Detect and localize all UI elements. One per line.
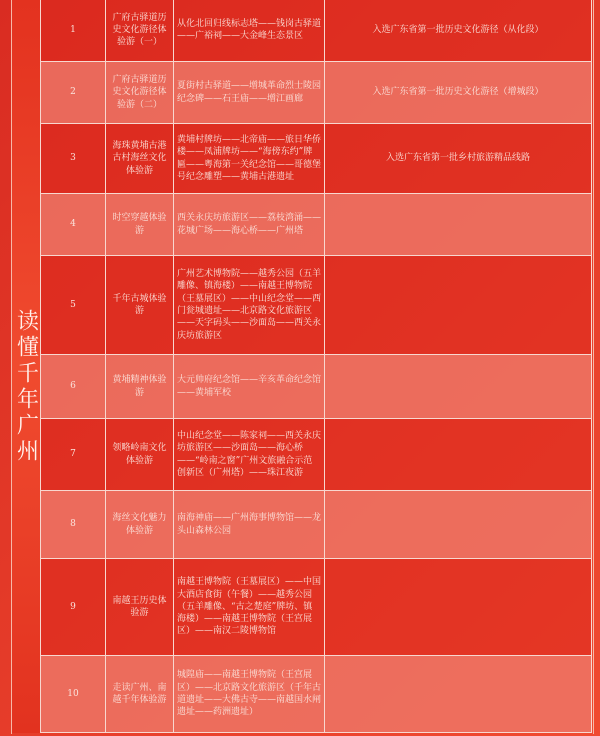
cell-name: 千年古城体验游	[106, 256, 174, 355]
cell-num: 1	[41, 0, 106, 62]
cell-name: 广府古驿道历史文化游径体验游（一）	[106, 0, 174, 62]
cell-name: 海丝文化魅力体验游	[106, 491, 174, 559]
cell-num: 8	[41, 491, 106, 559]
cell-note	[325, 194, 592, 256]
table-row	[41, 256, 592, 355]
category-cell	[12, 0, 41, 733]
cell-num: 10	[41, 656, 106, 733]
cell-route: 大元帅府纪念馆——辛亥革命纪念馆——黄埔军校	[174, 355, 325, 419]
cell-num: 7	[41, 419, 106, 491]
cell-num: 5	[41, 256, 106, 355]
cell-num: 2	[41, 62, 106, 124]
table-row	[41, 0, 592, 62]
cell-note: 入选广东省第一批乡村旅游精品线路	[325, 124, 592, 194]
cell-num: 9	[41, 559, 106, 656]
cell-note	[325, 559, 592, 656]
cell-note	[325, 656, 592, 733]
cell-name: 时空穿越体验游	[106, 194, 174, 256]
cell-note	[325, 419, 592, 491]
cell-route: 城隍庙——南越王博物院（王宫展区）——北京路文化旅游区（千年古道遗址——大佛古寺——南越国水闸遗址——药洲遗址）	[174, 656, 325, 733]
cell-name: 黄埔精神体验游	[106, 355, 174, 419]
cell-note: 入选广东省第一批历史文化游径（从化段）	[325, 0, 592, 62]
cell-num: 4	[41, 194, 106, 256]
table-row	[41, 124, 592, 194]
cell-num: 3	[41, 124, 106, 194]
cell-note	[325, 355, 592, 419]
cell-route: 从化北回归线标志塔——钱岗古驿道——广裕祠——大金峰生态景区	[174, 0, 325, 62]
table-row	[41, 656, 592, 733]
cell-note: 入选广东省第一批历史文化游径（增城段）	[325, 62, 592, 124]
cell-route: 西关永庆坊旅游区——荔枝湾涌——花城广场——海心桥——广州塔	[174, 194, 325, 256]
table-row	[41, 62, 592, 124]
cell-route: 南海神庙——广州海事博物馆——龙头山森林公园	[174, 491, 325, 559]
table-row	[41, 194, 592, 256]
category-label: 读懂千年广州	[13, 308, 39, 465]
cell-route: 夏街村古驿道——增城革命烈士陵园纪念碑——石王庙——增江画廊	[174, 62, 325, 124]
cell-route: 黄埔村牌坊——北帝庙——旅日华侨楼——凤浦牌坊——“海傍东约”牌匾——粤海第一关纪念馆——哥德堡号纪念雕塑——黄埔古港遗址	[174, 124, 325, 194]
cell-name: 南越王历史体验游	[106, 559, 174, 656]
table-row	[41, 491, 592, 559]
cell-route: 南越王博物院（王墓展区）——中国大酒店食街（午餐）——越秀公园（五羊雕像、“古之楚庭”牌坊、镇海楼）——南越王博物院（王宫展区）——南汉二陵博物馆	[174, 559, 325, 656]
cell-note	[325, 256, 592, 355]
table-row	[41, 355, 592, 419]
table-row	[41, 419, 592, 491]
table-row	[41, 559, 592, 656]
cell-route: 中山纪念堂——陈家祠——西关永庆坊旅游区——沙面岛——海心桥——“岭南之窗”广州文旅融合示范创新区（广州塔）——珠江夜游	[174, 419, 325, 491]
cell-name: 广府古驿道历史文化游径体验游（二）	[106, 62, 174, 124]
cell-num: 6	[41, 355, 106, 419]
cell-route: 广州艺术博物院——越秀公园（五羊雕像、镇海楼）——南越王博物院（王墓展区）——中山纪念堂——西门瓮城遗址——北京路文化旅游区——天字码头——沙面岛——西关永庆坊旅游区	[174, 256, 325, 355]
route-table	[40, 0, 592, 733]
cell-note	[325, 491, 592, 559]
cell-name: 海珠黄埔古港古村海丝文化体验游	[106, 124, 174, 194]
cell-name: 领略岭南文化体验游	[106, 419, 174, 491]
cell-name: 走读广州、南越千年体验游	[106, 656, 174, 733]
